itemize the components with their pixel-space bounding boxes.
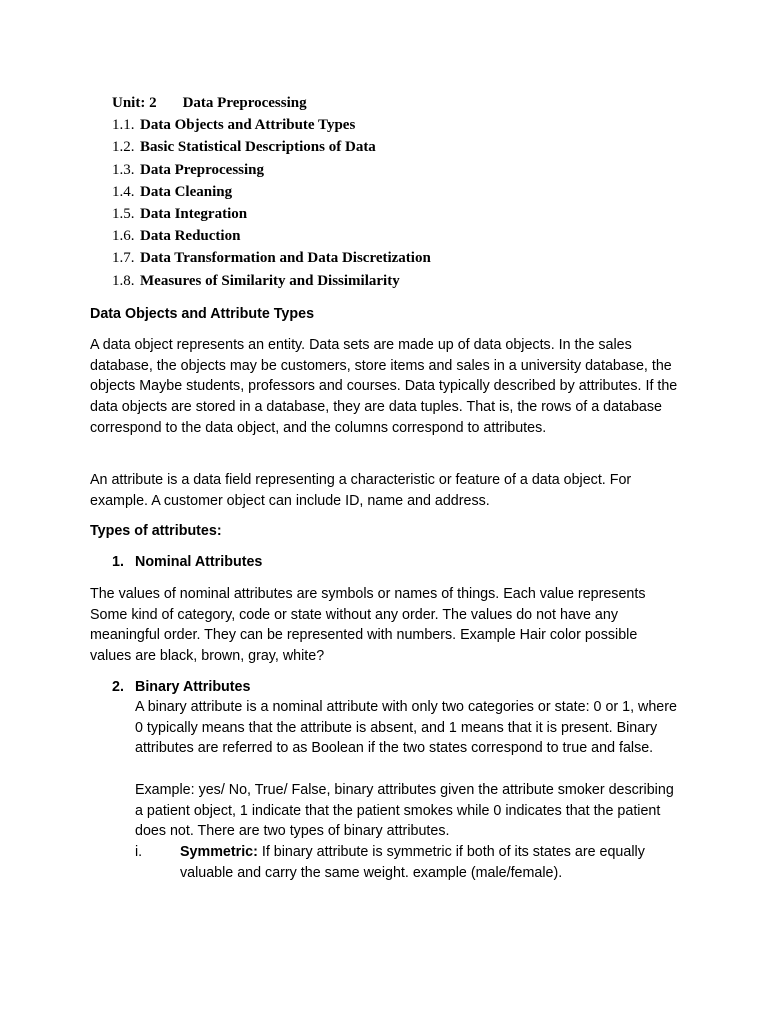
binary-example-paragraph: Example: yes/ No, True/ False, binary attributes given the attribute smoker describing a patient object, 1 indicate that the patient smokes while 0 indicates that the patient does not. There are two types of binary attributes. xyxy=(135,782,674,840)
toc-item xyxy=(112,270,431,292)
unit-title: Data Preprocessing xyxy=(182,95,307,111)
toc-item-title: Data Reduction xyxy=(140,228,241,245)
symmetric-term: Symmetric: xyxy=(180,844,258,860)
toc-item xyxy=(112,203,431,225)
nominal-heading: Nominal Attributes xyxy=(135,554,263,570)
toc-item xyxy=(112,136,431,158)
unit-label: Unit: 2 xyxy=(112,95,157,111)
symmetric-text: If binary attribute is symmetric if both of its states are equally valuable and carry the same weight. example (male/female). xyxy=(180,844,645,881)
section-heading: Data Objects and Attribute Types xyxy=(90,306,315,322)
toc-item-number: 1.1. xyxy=(112,117,135,134)
intro-paragraph: A data object represents an entity. Data sets are made up of data objects. In the sales database, the objects may be customers, store items and sales in a university database, the objects Maybe students, professors and courses. Data typically described by attributes. If the data objects are stored in a database, they are data tuples. That is, the rows of a database correspond to the data object, and the columns correspond to attributes. xyxy=(90,337,678,436)
toc-item-title: Measures of Similarity and Dissimilarity xyxy=(140,272,400,289)
toc-item-number: 1.2. xyxy=(112,139,135,156)
nominal-number: 1. xyxy=(112,554,124,570)
toc-item xyxy=(112,181,431,203)
toc-item xyxy=(112,114,431,136)
toc-item-title: Data Cleaning xyxy=(140,183,233,200)
toc-item-title: Data Transformation and Data Discretization xyxy=(140,250,431,267)
toc-item-number: 1.6. xyxy=(112,228,135,245)
toc-item xyxy=(112,159,431,181)
unit-heading xyxy=(112,92,431,114)
toc-item-title: Data Integration xyxy=(140,206,248,223)
binary-paragraph: A binary attribute is a nominal attribute with only two categories or state: 0 or 1, where 0 typically means that the attribute is absent, and 1 means that it is present. Binary attributes are referred to as Boolean if the two states correspond to true and false. xyxy=(135,699,677,757)
types-heading: Types of attributes: xyxy=(90,523,222,539)
symmetric-paragraph xyxy=(180,842,680,883)
toc-item-title: Basic Statistical Descriptions of Data xyxy=(140,139,376,156)
attribute-paragraph: An attribute is a data field representing a characteristic or feature of a data object. For example. A customer object can include ID, name and address. xyxy=(90,472,632,509)
toc-item xyxy=(112,247,431,269)
toc-item xyxy=(112,225,431,247)
toc-item-number: 1.5. xyxy=(112,206,135,223)
toc-item-number: 1.7. xyxy=(112,250,135,267)
binary-number: 2. xyxy=(112,679,124,695)
toc-item-title: Data Objects and Attribute Types xyxy=(140,117,356,134)
toc-item-title: Data Preprocessing xyxy=(140,161,265,178)
table-of-contents xyxy=(112,92,431,292)
toc-item-number: 1.3. xyxy=(112,161,135,178)
symmetric-number: i. xyxy=(135,844,143,860)
toc-item-number: 1.4. xyxy=(112,183,135,200)
nominal-paragraph: The values of nominal attributes are symbols or names of things. Each value represents Some kind of category, code or state without any order. The values do not have any meaningful order. They can be represented with numbers. Example Hair color possible values are black, brown, gray, white? xyxy=(90,586,646,665)
toc-item-number: 1.8. xyxy=(112,272,135,289)
binary-heading: Binary Attributes xyxy=(135,679,251,695)
